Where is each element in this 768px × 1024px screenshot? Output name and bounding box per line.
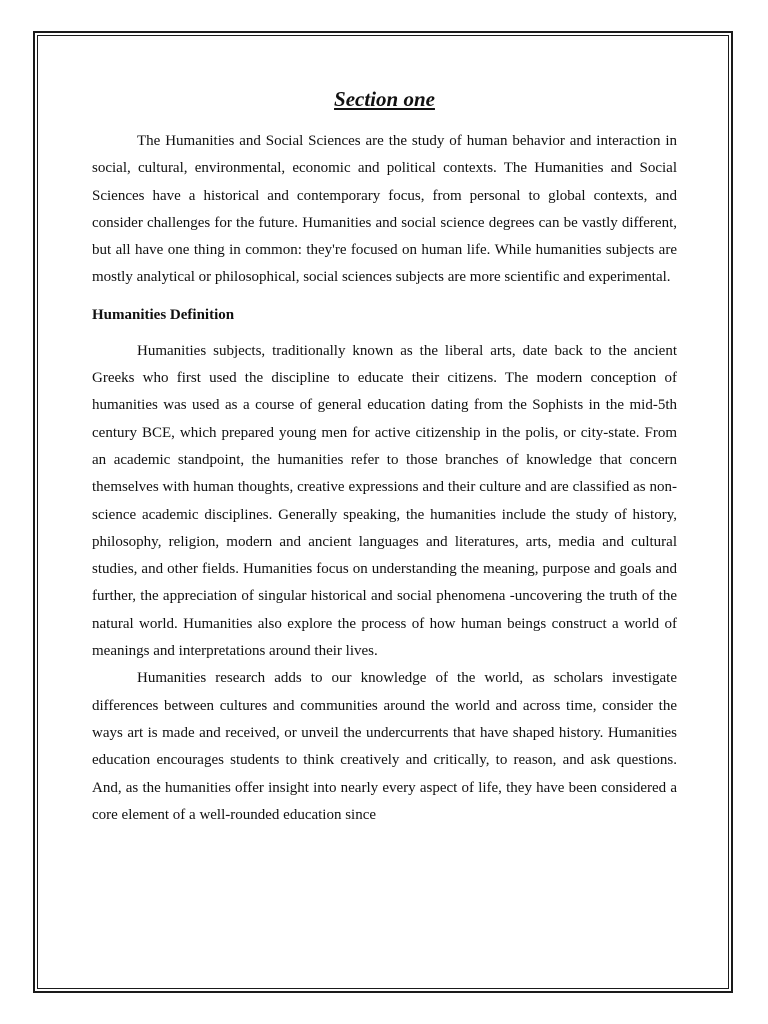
document-body	[92, 86, 677, 829]
subheading-humanities-definition: Humanities Definition	[92, 306, 235, 323]
section-title: Section one	[334, 87, 435, 111]
paragraph-humanities-research: Humanities research adds to our knowledge of the world, as scholars investigate differences between cultures and communities around the world and across time, consider the ways art is made and received, or unveil the undercurrents that have shaped history. Humanities education encourages students to think creatively and critically, to reason, and ask questions. And, as the humanities offer insight into nearly every aspect of life, they have been considered a core element of a well-rounded education since	[92, 670, 677, 823]
paragraph-humanities-subjects: Humanities subjects, traditionally known as the liberal arts, date back to the ancient Greeks who first used the discipline to educate their citizens. The modern conception of humanities was used as a course of general education dating from the Sophists in the mid-5th century BCE, which prepared young men for active citizenship in the polis, or city-state. From an academic standpoint, the humanities refer to those branches of knowledge that concern themselves with human thoughts, creative expressions and their culture and are classified as non-science academic disciplines. Generally speaking, the humanities include the study of history, philosophy, religion, modern and ancient languages and literatures, arts, media and cultural studies, and other fields. Humanities focus on understanding the meaning, purpose and goals and further, the appreciation of singular historical and social phenomena -uncovering the truth of the natural world. Humanities also explore the process of how human beings construct a world of meanings and interpretations around their lives.	[92, 342, 677, 660]
intro-paragraph: The Humanities and Social Sciences are the study of human behavior and interaction in social, cultural, environmental, economic and political contexts. The Humanities and Social Sciences have a historical and contemporary focus, from personal to global contexts, and consider challenges for the future. Humanities and social science degrees can be vastly different, but all have one thing in common: they're focused on human life. While humanities subjects are mostly analytical or philosophical, social sciences subjects are more scientific and experimental.	[92, 133, 677, 286]
